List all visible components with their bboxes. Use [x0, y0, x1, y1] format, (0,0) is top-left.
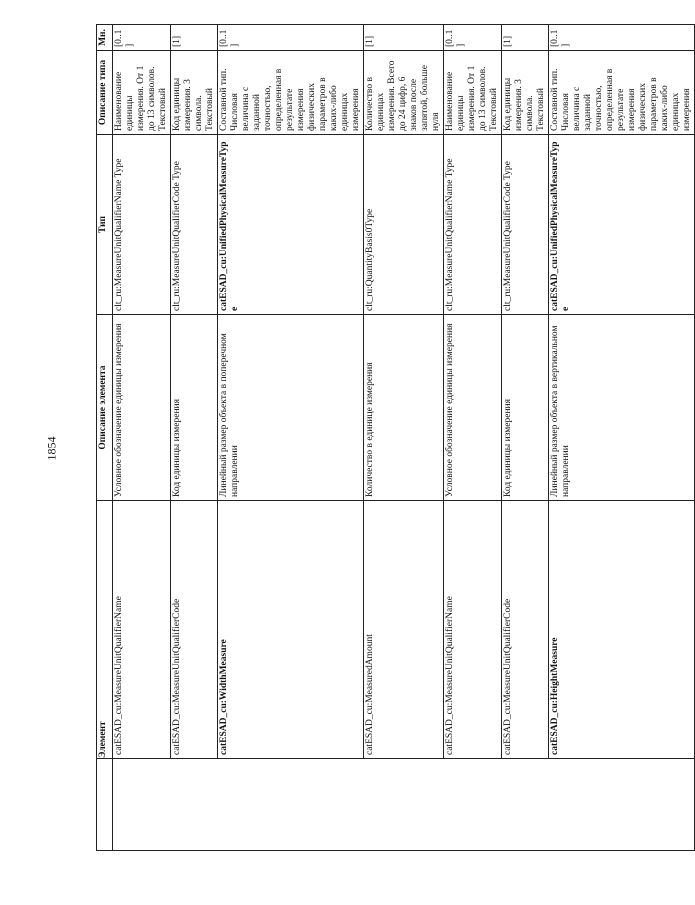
header-multiplicity: Мн.	[97, 25, 113, 51]
header-type: Тип	[97, 135, 113, 315]
element-name: catESAD_cu:MeasuredAmount	[364, 501, 444, 759]
table-row	[444, 25, 502, 851]
element-name: catESAD_cu:MeasureUnitQualifierCode	[502, 501, 549, 759]
schema-table	[96, 24, 695, 851]
type-description: Наименование единицы измерения. От 1 до 13 символов. Текстовый	[113, 51, 171, 135]
table-row	[364, 25, 444, 851]
type-name: catESAD_cu:UnifiedPhysicalMeasureType	[218, 135, 364, 315]
table-container	[96, 25, 692, 851]
multiplicity: [0..1]	[218, 25, 364, 51]
type-name: clt_ru:MeasureUnitQualifierName Type	[444, 135, 502, 315]
element-name: catESAD_cu:HeightMeasure	[549, 501, 695, 759]
type-description: Код единицы измерения. 3 символа. Текстовый	[502, 51, 549, 135]
element-description: Количество в единице измерения	[364, 315, 444, 501]
multiplicity: [1]	[171, 25, 218, 51]
table-header-row	[97, 25, 113, 851]
table-row	[218, 25, 364, 851]
type-description: Количество в единицах измерения. Всего до 24 цифр, 6 знаков после запятой, больше нуля	[364, 51, 444, 135]
multiplicity: [0..1]	[113, 25, 171, 51]
multiplicity: [0..1]	[549, 25, 695, 51]
element-name: catESAD_cu:MeasureUnitQualifierCode	[171, 501, 218, 759]
table-row	[549, 25, 695, 851]
element-name: catESAD_cu:MeasureUnitQualifierName	[113, 501, 171, 759]
element-description: Линейный размер объекта в поперечном направлении	[218, 315, 364, 501]
type-description: Наименование единицы измерения. От 1 до 13 символов. Текстовый	[444, 51, 502, 135]
element-description: Код единицы измерения	[171, 315, 218, 501]
multiplicity: [1]	[364, 25, 444, 51]
element-description: Условное обозначение единицы измерения	[444, 315, 502, 501]
type-name: catESAD_cu:UnifiedPhysicalMeasureType	[549, 135, 695, 315]
header-element-description: Описание элемента	[97, 315, 113, 501]
element-name: catESAD_cu:WidthMeasure	[218, 501, 364, 759]
table-row	[171, 25, 218, 851]
header-element: Элемент	[97, 501, 113, 759]
type-description: Составной тип. Числовая величина с заданной точностью, определенная в результате измерения физических параметров в каких-либо единицах измерения	[218, 51, 364, 135]
type-name: clt_ru:MeasureUnitQualifierName Type	[113, 135, 171, 315]
header-type-description: Описание типа	[97, 51, 113, 135]
type-name: clt_ru:MeasureUnitQualifierCode Type	[171, 135, 218, 315]
table-row	[502, 25, 549, 851]
type-name: clt_ru:MeasureUnitQualifierCode Type	[502, 135, 549, 315]
element-description: Условное обозначение единицы измерения	[113, 315, 171, 501]
table-row	[113, 25, 171, 851]
page-number: 1854	[44, 436, 59, 461]
multiplicity: [1]	[502, 25, 549, 51]
multiplicity: [0..1]	[444, 25, 502, 51]
type-name: clt_ru:QuantityBasis0Type	[364, 135, 444, 315]
element-description: Линейный размер объекта в вертикальном направлении	[549, 315, 695, 501]
type-description: Код единицы измерения. 3 символа. Текстовый	[171, 51, 218, 135]
header-indent	[97, 759, 113, 851]
element-name: catESAD_cu:MeasureUnitQualifierName	[444, 501, 502, 759]
element-description: Код единицы измерения	[502, 315, 549, 501]
type-description: Составной тип. Числовая величина с заданной точностью, определенная в результате измерения физических параметров в каких-либо единицах измерения	[549, 51, 695, 135]
